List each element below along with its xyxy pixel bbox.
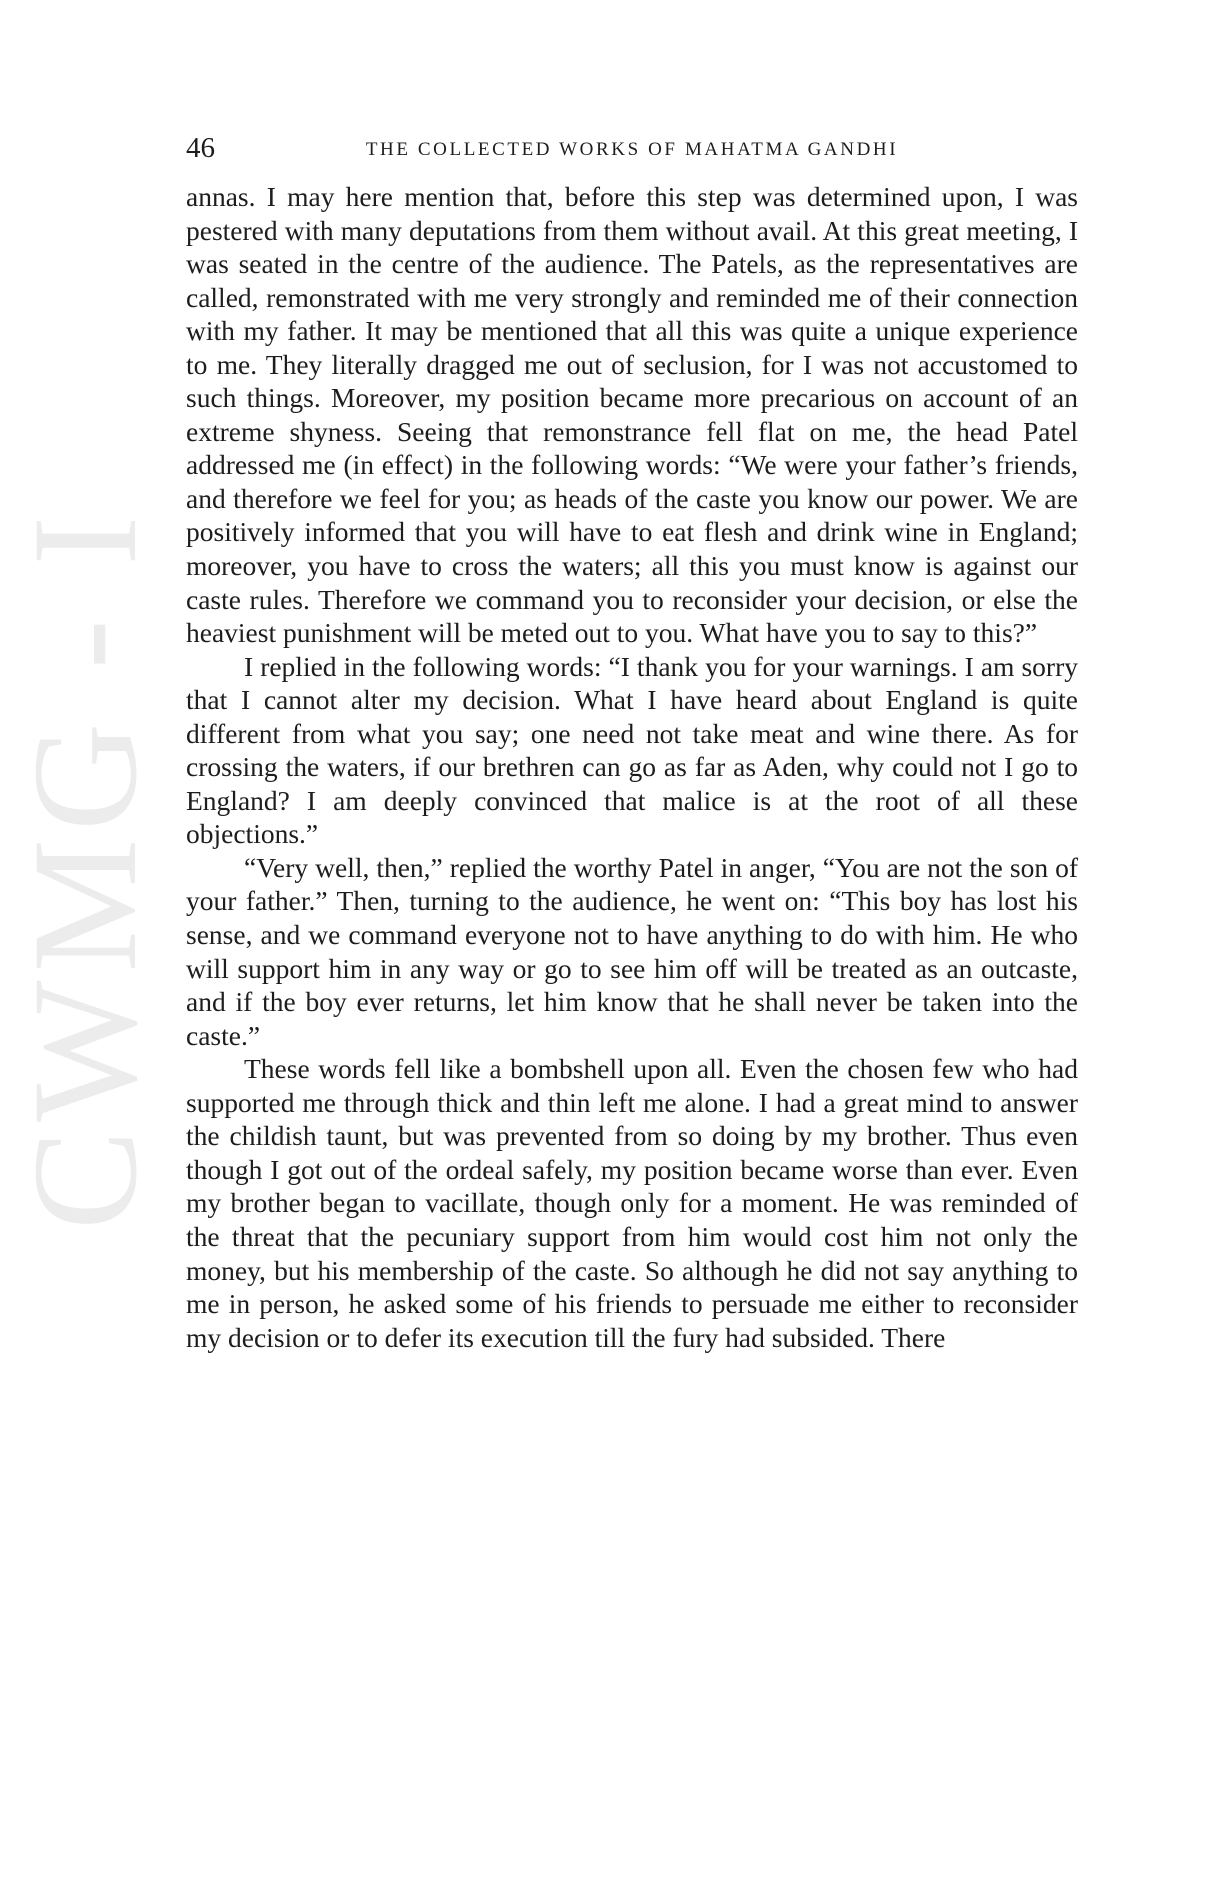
running-head-title: THE COLLECTED WORKS OF MAHATMA GANDHI — [365, 139, 899, 160]
paragraph: annas. I may here mention that, before this step was determined upon, I was pestered with many deputations from them without avail. At this great meeting, I was seated in the centre of the audience. The Patels, as the representatives are called, remonstrated with me very strongly and reminded me of their connection with my father. It may be mentioned that all this was quite a unique experience to me. They literally dragged me out of seclusion, for I was not accustomed to such things. Moreover, my position became more precarious on account of an extreme shyness. Seeing that remonstrance fell flat on me, the head Patel addressed me (in effect) in the following words: “We were your father’s friends, and therefore we feel for you; as heads of the caste you know our power. We are positively informed that you will have to eat flesh and drink wine in England; moreover, you have to cross the waters; all this you must know is against our caste rules. Therefore we command you to reconsider your decision, or else the heaviest punishment will be meted out to you. What have you to say to this?” — [186, 181, 1078, 649]
watermark: CWMG - I — [2, 507, 168, 1230]
paragraph: “Very well, then,” replied the worthy Patel in anger, “You are not the son of your father.” Then, turning to the audience, he went on: “This boy has lost his sense, and we command everyone not to have anything to do with him. He who will support him in any way or go to see him off will be treated as an outcaste, and if the boy ever returns, let him know that he shall never be taken into the caste.” — [186, 851, 1078, 1051]
paragraph: I replied in the following words: “I thank you for your warnings. I am sorry that I cannot alter my decision. What I have heard about England is quite different from what you say; one need not take meat and wine there. As for crossing the waters, if our brethren can go as far as Aden, why could not I go to England? I am deeply convinced that malice is at the root of all these objections.” — [186, 650, 1078, 850]
paragraph: These words fell like a bombshell upon all. Even the chosen few who had supported me through thick and thin left me alone. I had a great mind to answer the childish taunt, but was prevented from so doing by my brother. Thus even though I got out of the ordeal safely, my position became worse than ever. Even my brother began to vacillate, though only for a moment. He was reminded of the threat that the pecuniary support from him would cost him not only the money, but his membership of the caste. So although he did not say anything to me in person, he asked some of his friends to persuade me either to reconsider my decision or to defer its execution till the fury had subsided. There — [186, 1053, 1078, 1353]
running-head — [186, 128, 1078, 168]
body-text — [186, 180, 1078, 1354]
page-number: 46 — [186, 132, 215, 164]
